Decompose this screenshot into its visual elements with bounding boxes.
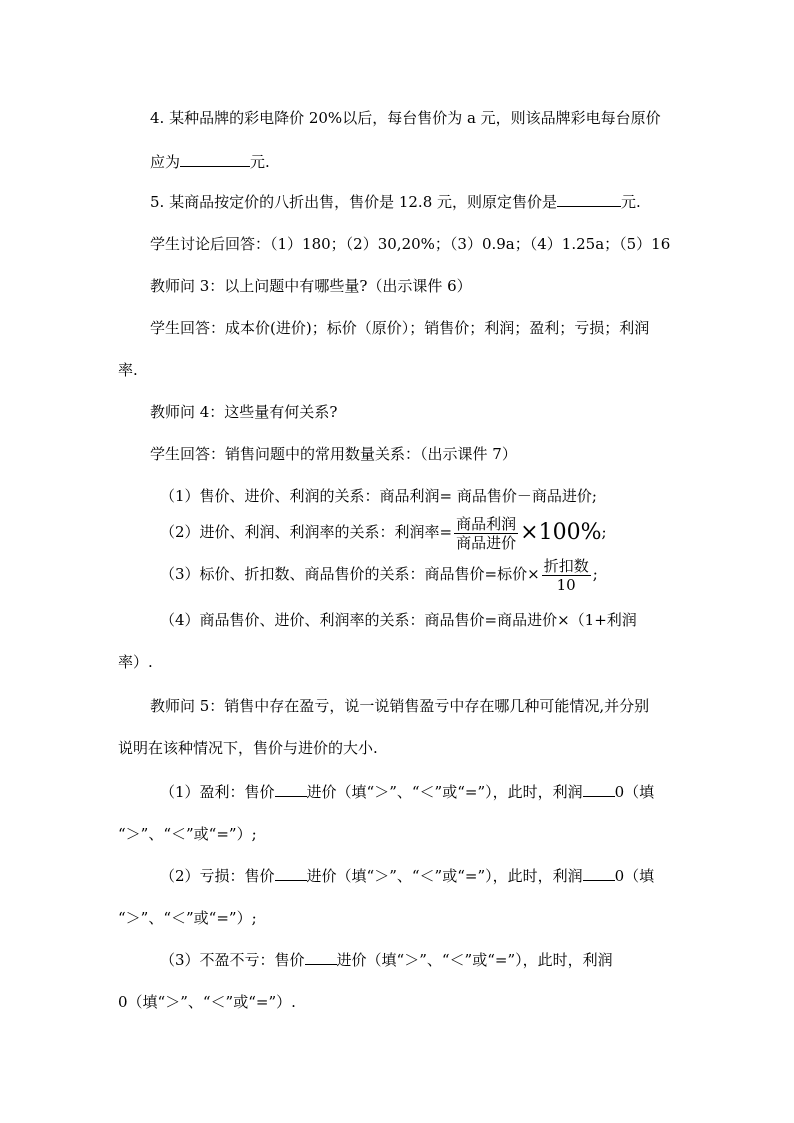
q5-line — [150, 192, 641, 212]
case-3-line2: 0（填“＞”、“＜”或“=”）. — [118, 993, 296, 1011]
relation-4-line1: （4）商品售价、进价、利润率的关系：商品售价=商品进价×（1+利润 — [160, 611, 637, 629]
relation-2-pre: （2）进价、利润、利润率的关系：利润率= — [160, 523, 453, 541]
case-2-c: 0（填 — [614, 867, 655, 885]
case-3-blank-1[interactable] — [305, 950, 337, 965]
teacher-q5-line1: 教师问 5：销售中存在盈亏，说一说销售盈亏中存在哪几种可能情况,并分别 — [150, 697, 650, 715]
case-2-a: （2）亏损：售价 — [160, 867, 275, 885]
student-answer-2-line1: 学生回答：成本价(进价)；标价（原价）；销售价；利润；盈利；亏损；利润 — [150, 319, 650, 337]
relation-3-end: ; — [592, 565, 598, 583]
case-2-b: 进价（填“＞”、“＜”或“=”），此时，利润 — [306, 867, 583, 885]
case-1-line1 — [160, 782, 654, 802]
relation-3 — [160, 554, 598, 594]
q5-post: 元. — [621, 193, 641, 211]
relation-3-pre: （3）标价、折扣数、商品售价的关系：商品售价=标价× — [160, 565, 540, 583]
case-3-line1 — [160, 950, 613, 970]
q4-pre: 应为 — [150, 153, 181, 171]
student-answer: 学生讨论后回答：（1）180；（2）30,20%；（3）0.9a；（4）1.25a；（5）16 — [150, 235, 671, 253]
relation-3-fraction — [542, 557, 591, 594]
case-2-blank-2[interactable] — [583, 866, 615, 881]
case-2-line2: “＞”、“＜”或“=”）; — [118, 909, 257, 927]
case-1-c: 0（填 — [614, 783, 655, 801]
case-1-a: （1）盈利：售价 — [160, 783, 275, 801]
relation-4-line2: 率）. — [118, 653, 153, 671]
case-2-blank-1[interactable] — [275, 866, 307, 881]
teacher-q3: 教师问 3：以上问题中有哪些量?（出示课件 6） — [150, 277, 472, 295]
relation-2-percent: ×100% — [520, 520, 602, 545]
relation-2 — [160, 512, 607, 553]
fraction-denominator: 商品进价 — [456, 533, 517, 552]
relation-2-end: ; — [601, 523, 607, 541]
fraction-numerator: 商品利润 — [456, 514, 517, 533]
fraction-denominator: 10 — [556, 575, 576, 594]
case-1-b: 进价（填“＞”、“＜”或“=”），此时，利润 — [306, 783, 583, 801]
student-answer-2-line2: 率. — [118, 361, 138, 379]
teacher-q5-line2: 说明在该种情况下，售价与进价的大小. — [118, 739, 378, 757]
q4-blank[interactable] — [180, 152, 250, 167]
q4-line2 — [150, 152, 270, 172]
fraction-numerator: 折扣数 — [543, 556, 589, 575]
q4-line1: 4. 某种品牌的彩电降价 20%以后，每台售价为 a 元，则该品牌彩电每台原价 — [150, 109, 661, 127]
case-1-blank-2[interactable] — [583, 782, 615, 797]
case-2-line1 — [160, 866, 654, 886]
relation-2-fraction — [454, 515, 518, 552]
q4-post: 元. — [250, 153, 270, 171]
case-1-line2: “＞”、“＜”或“=”）; — [118, 825, 257, 843]
case-3-b: 进价（填“＞”、“＜”或“=”），此时，利润 — [336, 951, 613, 969]
relation-1: （1）售价、进价、利润的关系：商品利润= 商品售价－商品进价; — [160, 487, 597, 505]
student-answer-3: 学生回答：销售问题中的常用数量关系：（出示课件 7） — [150, 445, 517, 463]
q5-blank[interactable] — [557, 192, 621, 207]
case-1-blank-1[interactable] — [275, 782, 307, 797]
q5-pre: 5. 某商品按定价的八折出售，售价是 12.8 元，则原定售价是 — [150, 193, 558, 211]
teacher-q4: 教师问 4：这些量有何关系? — [150, 403, 338, 421]
case-3-a: （3）不盈不亏：售价 — [160, 951, 305, 969]
